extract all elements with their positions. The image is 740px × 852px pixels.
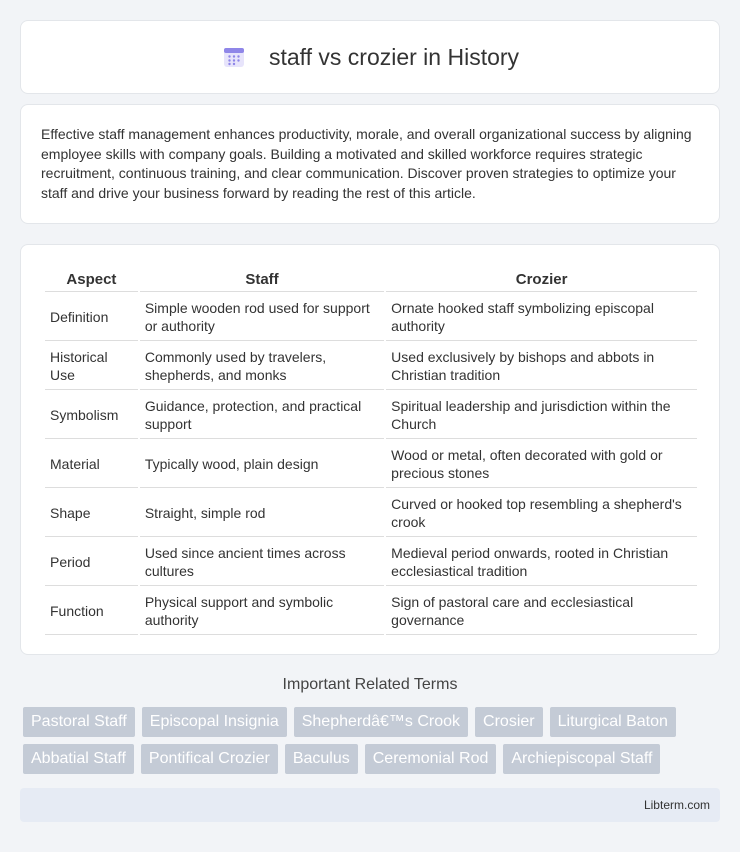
related-term-tag[interactable]: Pontifical Crozier: [141, 744, 278, 774]
staff-cell: Used since ancient times across cultures: [140, 539, 384, 586]
aspect-cell: Function: [45, 588, 138, 635]
aspect-cell: Material: [45, 441, 138, 488]
aspect-cell: Definition: [45, 294, 138, 341]
crozier-cell: Medieval period onwards, rooted in Christian ecclesiastical tradition: [386, 539, 697, 586]
crozier-cell: Used exclusively by bishops and abbots in Christian tradition: [386, 343, 697, 390]
footer: [20, 788, 720, 822]
related-term-tag[interactable]: Ceremonial Rod: [365, 744, 497, 774]
table-row: [45, 441, 697, 488]
staff-cell: Guidance, protection, and practical support: [140, 392, 384, 439]
intro-text: Effective staff management enhances productivity, morale, and overall organizational success by aligning employee skills with company goals. Building a motivated and skilled workforce requires strategic recruitment, continuous training, and clear communication. Discover proven strategies to optimize your staff and drive your business forward by reading the rest of this article.: [41, 126, 692, 201]
header-card: [20, 20, 720, 94]
footer-link[interactable]: Libterm.com: [643, 798, 710, 812]
comparison-card: [20, 244, 720, 655]
header-aspect: Aspect: [45, 267, 138, 292]
aspect-cell: Period: [45, 539, 138, 586]
related-term-tag[interactable]: Pastoral Staff: [23, 707, 135, 737]
crozier-cell: Spiritual leadership and jurisdiction within the Church: [386, 392, 697, 439]
table-row: [45, 392, 697, 439]
aspect-cell: Shape: [45, 490, 138, 537]
crozier-cell: Sign of pastoral care and ecclesiastical governance: [386, 588, 697, 635]
header-staff: Staff: [140, 267, 384, 292]
aspect-cell: Symbolism: [45, 392, 138, 439]
table-row: [45, 539, 697, 586]
aspect-cell: Historical Use: [45, 343, 138, 390]
table-row: [45, 490, 697, 537]
crozier-cell: Curved or hooked top resembling a shepherd's crook: [386, 490, 697, 537]
calendar-icon: [221, 44, 247, 70]
crozier-cell: Ornate hooked staff symbolizing episcopal authority: [386, 294, 697, 341]
related-term-tag[interactable]: Episcopal Insignia: [142, 707, 287, 737]
related-term-tag[interactable]: Baculus: [285, 744, 358, 774]
table-row: [45, 294, 697, 341]
table-row: [45, 588, 697, 635]
staff-cell: Simple wooden rod used for support or authority: [140, 294, 384, 341]
related-terms-title: Important Related Terms: [282, 676, 458, 693]
header-crozier: Crozier: [386, 267, 697, 292]
staff-cell: Physical support and symbolic authority: [140, 588, 384, 635]
page-title: staff vs crozier in History: [268, 43, 520, 70]
related-term-tag[interactable]: Shepherdâ€™s Crook: [294, 707, 468, 737]
related-term-tag[interactable]: Archiepiscopal Staff: [503, 744, 660, 774]
table-row: [45, 343, 697, 390]
table-header-row: [45, 267, 697, 292]
staff-cell: Commonly used by travelers, shepherds, and monks: [140, 343, 384, 390]
related-terms-list: [23, 707, 723, 774]
comparison-table: [43, 265, 699, 637]
related-term-tag[interactable]: Abbatial Staff: [23, 744, 134, 774]
intro-card: [20, 104, 720, 224]
crozier-cell: Wood or metal, often decorated with gold or precious stones: [386, 441, 697, 488]
staff-cell: Straight, simple rod: [140, 490, 384, 537]
related-term-tag[interactable]: Crosier: [475, 707, 543, 737]
related-term-tag[interactable]: Liturgical Baton: [550, 707, 676, 737]
staff-cell: Typically wood, plain design: [140, 441, 384, 488]
